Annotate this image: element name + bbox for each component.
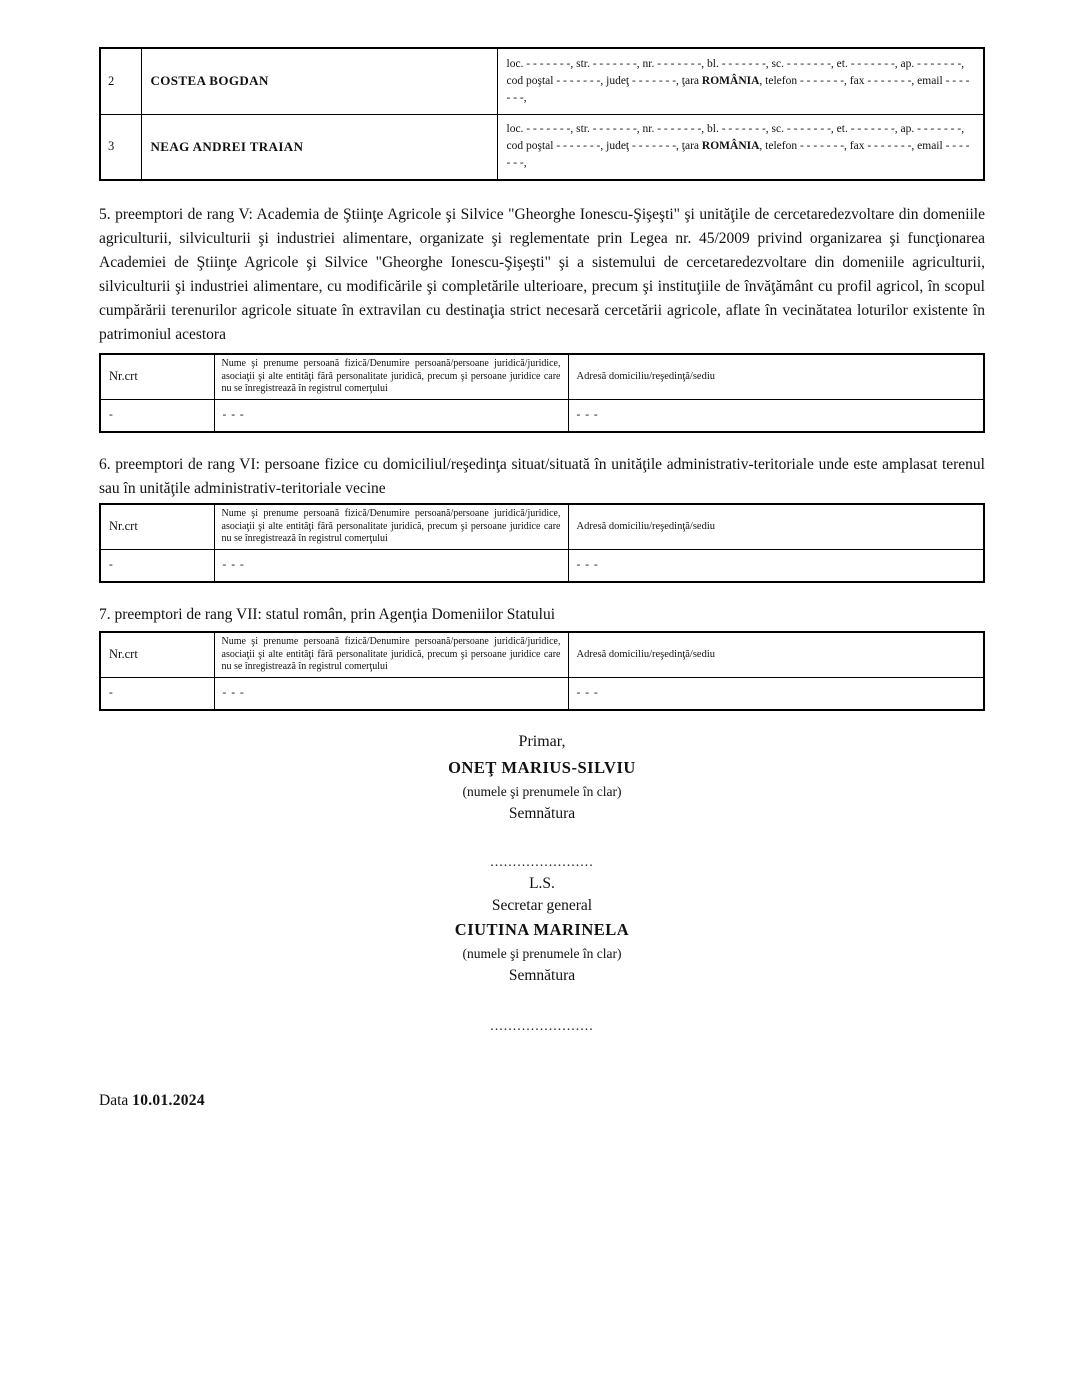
primar-signature-line: .......................: [490, 855, 594, 870]
primar-title: Primar,: [518, 733, 566, 750]
header-name: Nume şi prenume persoană fizică/Denumire persoană/persoane juridică/juridice, asociaţii şi alte entităţi fără personalitate juridică, precum şi persoane juridice care nu se înregistrează în registrul comerţului: [214, 354, 568, 399]
address-country: ROMÂNIA: [701, 74, 760, 87]
address-text: , telefon - - - - - - -, fax - - - - - - -, email - - - - - - -,: [506, 140, 970, 170]
address-cell: - - -: [568, 399, 984, 432]
name-cell: - - -: [214, 399, 568, 432]
primar-signature-label: Semnătura: [508, 805, 576, 822]
signature-block: [99, 729, 985, 1037]
address-cell: - - -: [568, 677, 984, 710]
preemptor-list-table: [99, 47, 985, 181]
secretar-signature-label: Semnătura: [508, 967, 576, 984]
table-header-row: [100, 632, 984, 677]
row-number-cell: 3: [100, 114, 141, 180]
table-row: [100, 114, 984, 180]
section-6-heading: 6. preemptori de rang VI: persoane fizice cu domiciliul/reşedinţa situat/situată în unităţile administrativ-teritoriale unde este amplasat terenul sau în unităţile administrativ-teritoriale vecine: [99, 456, 985, 497]
nr-cell: -: [100, 549, 214, 582]
date-value: 10.01.2024: [132, 1092, 205, 1109]
header-name: Nume şi prenume persoană fizică/Denumire persoană/persoane juridică/juridice, asociaţii şi alte entităţi fără personalitate juridică, precum şi persoane juridice care nu se înregistrează în registrul comerţului: [214, 632, 568, 677]
address-text: loc. - - - - - - -, str. - - - - - - -, nr. - - - - - - -, bl. - - - - - - -, sc. - - - - - - -, et. - - - - - - -, ap. - - - - - - -, cod poştal - - - - - - -, judeţ - - - - - - -, ţara: [506, 123, 965, 153]
document-content: [99, 0, 985, 1110]
table-row: [100, 549, 984, 582]
name-cell: - - -: [214, 677, 568, 710]
table-row: [100, 48, 984, 114]
header-address: Adresă domiciliu/reşedinţă/sediu: [568, 504, 984, 549]
header-nr-crt: Nr.crt: [100, 504, 214, 549]
header-nr-crt: Nr.crt: [100, 632, 214, 677]
date-label: Data: [99, 1092, 129, 1109]
header-address: Adresă domiciliu/reşedinţă/sediu: [568, 354, 984, 399]
table-header-row: [100, 354, 984, 399]
address-text: , telefon - - - - - - -, fax - - - - - - -, email - - - - - - -,: [506, 74, 970, 104]
section-5-heading: 5. preemptori de rang V: Academia de Ştiinţe Agricole şi Silvice "Gheorghe Ionescu-Şişeşti" şi unităţile de cercetaredezvoltare din domeniile agriculturii, silviculturii şi industriei alimentare, organizate şi reglementate prin Legea nr. 45/2009 privind organizarea şi funcţionarea Academiei de Ştiinţe Agricole şi Silvice "Gheorghe Ionescu-Şişeşti" şi a sistemului de cercetaredezvoltare din domeniile agriculturii, silviculturii şi industriei alimentare, cu modificările şi completările ulterioare, precum şi instituţiile de învăţământ cu profil agricol, în scopul cumpărării terenurilor agricole situate în extravilan cu destinaţia strict necesară cercetării agricole, aflate în vecinătatea loturilor existente în patrimoniul acestora: [99, 206, 985, 343]
address-cell: - - -: [568, 549, 984, 582]
nr-cell: -: [100, 399, 214, 432]
date-line: [99, 1092, 985, 1110]
table-row: [100, 677, 984, 710]
name-cell: - - -: [214, 549, 568, 582]
primar-name-note: (numele şi prenumele în clar): [462, 784, 622, 799]
header-nr-crt: Nr.crt: [100, 354, 214, 399]
secretar-signature-line: .......................: [490, 1019, 594, 1034]
section-5-preemptor-table: [99, 353, 985, 433]
secretar-name: CIUTINA MARINELA: [454, 920, 630, 939]
stamp-placeholder: L.S.: [529, 875, 555, 892]
preemptor-name-cell: NEAG ANDREI TRAIAN: [141, 114, 497, 180]
preemptor-address-cell: [497, 48, 984, 114]
section-7-heading: 7. preemptori de rang VII: statul român, prin Agenţia Domeniilor Statului: [99, 606, 556, 623]
nr-cell: -: [100, 677, 214, 710]
section-6-preemptor-table: [99, 503, 985, 583]
section-7-preemptor-table: [99, 631, 985, 711]
header-name: Nume şi prenume persoană fizică/Denumire persoană/persoane juridică/juridice, asociaţii şi alte entităţi fără personalitate juridică, precum şi persoane juridice care nu se înregistrează în registrul comerţului: [214, 504, 568, 549]
secretar-name-note: (numele şi prenumele în clar): [462, 946, 622, 961]
row-number-cell: 2: [100, 48, 141, 114]
address-text: loc. - - - - - - -, str. - - - - - - -, nr. - - - - - - -, bl. - - - - - - -, sc. - - - - - - -, et. - - - - - - -, ap. - - - - - - -, cod poştal - - - - - - -, judeţ - - - - - - -, ţara: [506, 57, 965, 87]
primar-name: ONEŢ MARIUS-SILVIU: [448, 758, 636, 777]
preemptor-name-cell: COSTEA BOGDAN: [141, 48, 497, 114]
address-country: ROMÂNIA: [701, 140, 760, 153]
table-row: [100, 399, 984, 432]
table-header-row: [100, 504, 984, 549]
header-address: Adresă domiciliu/reşedinţă/sediu: [568, 632, 984, 677]
preemptor-address-cell: [497, 114, 984, 180]
secretar-title: Secretar general: [491, 897, 593, 914]
